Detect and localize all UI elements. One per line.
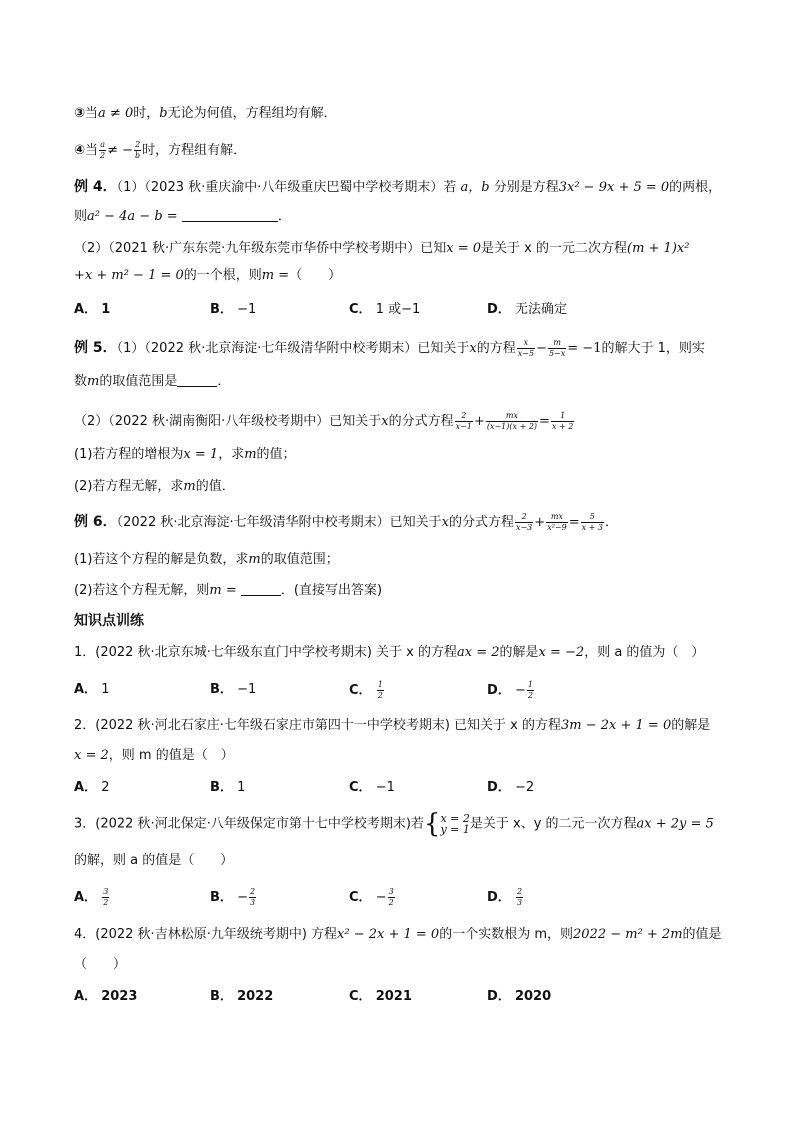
frac-den: 2: [527, 691, 533, 700]
option-d[interactable]: [487, 778, 534, 798]
ex5-q1-pre: (1)若方程的增根为: [74, 447, 184, 462]
frac-num: 2: [135, 140, 141, 149]
option-d[interactable]: [487, 680, 535, 701]
item-3: [74, 104, 337, 124]
ex4-p1-end: 的两根，: [669, 180, 722, 195]
fraction-mx-over-x2-9: [546, 512, 568, 533]
frac-den: 2: [377, 691, 383, 700]
ex4-expression: a² − 4a − b =: [87, 209, 178, 224]
example-5-q1: [74, 445, 296, 465]
fraction-option: [102, 887, 109, 908]
option-c[interactable]: [349, 987, 412, 1007]
option-b[interactable]: [210, 680, 256, 700]
ex5-eq-end: = −1: [567, 341, 602, 356]
q2-eq: 3m − 2x + 1 = 0: [561, 718, 672, 733]
option-b[interactable]: [210, 300, 256, 320]
frac-den: x−1: [455, 422, 472, 431]
fraction-a-over-2: [99, 140, 106, 161]
ex5-p2-mid: 的分式方程: [388, 414, 454, 429]
equals-sign: =: [539, 414, 550, 429]
option-key: D．: [487, 780, 511, 795]
item-3-text1: 当: [85, 106, 99, 121]
example-5-q2: [74, 477, 235, 497]
ex4-line2-end: ．: [277, 209, 291, 224]
frac-num: 2: [461, 411, 467, 420]
ex5-line2-end: 的取值范围是: [99, 374, 178, 389]
option-c[interactable]: [349, 680, 385, 701]
fraction-option: [388, 887, 395, 908]
option-key: B．: [210, 989, 233, 1004]
ex6-q1-pre: (1)若这个方程的解是负数，求: [74, 552, 249, 567]
option-a[interactable]: [74, 778, 109, 798]
frac-den: x + 3: [581, 523, 603, 532]
example-6-line1: [74, 512, 618, 533]
ex4-p1-prefix: （1）（2023 秋·重庆渝中·八年级重庆巴蜀中学校考期末）若: [116, 180, 461, 195]
ex5-q2-m: m: [183, 479, 196, 494]
ex4-equation: 3x² − 9x + 5 = 0: [558, 180, 670, 195]
ex6-end: ．: [605, 515, 619, 530]
fraction-1-over-x-2: [551, 411, 574, 432]
ex5-p1-prefix: （1）（2022 秋·北京海淀·七年级清华附中校考期末）已知关于: [116, 341, 470, 356]
question-1: [74, 643, 704, 663]
frac-num: 2: [521, 512, 527, 521]
q1-eq: ax = 2: [457, 645, 500, 660]
ex5-q2-pre: (2)若方程无解，求: [74, 479, 184, 494]
option-key: D．: [487, 302, 511, 317]
q1-end: ，则 a 的值为（ ）: [584, 645, 705, 660]
ex5-q2-tail: 的值．: [195, 479, 235, 494]
q3-prefix: 3．(2022 秋·河北保定·八年级保定市第十七中学校考期末)若: [74, 816, 424, 832]
item-4-text1: 当: [85, 143, 99, 158]
ex5-x: x: [469, 341, 477, 356]
q3-mid: 是关于 x、y 的二元一次方程: [469, 816, 637, 832]
section-title: 知识点训练: [74, 613, 144, 629]
question-2-line2: [74, 746, 234, 766]
ex4-p2-eq2: (m + 1)x²: [627, 241, 690, 256]
q2-prefix: 2．(2022 秋·河北石家庄·七年级石家庄市第四十一中学校考期末) 已知关于 x 的方程: [74, 718, 561, 733]
fraction-2-over-x-3: [515, 512, 533, 533]
example-5-part2: [74, 411, 575, 432]
option-key: C．: [349, 780, 372, 795]
frac-den: x−3: [515, 523, 533, 532]
option-val: 1: [237, 780, 246, 795]
plus-sign: +: [534, 515, 546, 530]
item-3-condition: a ≠ 0: [98, 106, 134, 121]
option-key: C．: [349, 683, 372, 698]
option-key: A．: [74, 989, 98, 1004]
option-key: D．: [487, 890, 511, 905]
frac-num: mx: [550, 512, 563, 521]
q1-prefix: 1．(2022 秋·北京东城·七年级东直门中学校考期末) 关于 x 的方程: [74, 645, 457, 660]
frac-num: a: [100, 140, 105, 149]
ex4-p2-prefix: （2）（2021 秋·广东东莞·九年级东莞市华侨中学校考期中）已知: [74, 241, 447, 256]
question-3-line1: [74, 809, 714, 839]
ex4-vars: a，b: [460, 180, 490, 195]
ex4-p2-m: m =: [261, 268, 290, 283]
q3-eq: ax + 2y = 5: [636, 816, 714, 832]
option-b[interactable]: [210, 987, 273, 1007]
ex5-p1-mid: 的方程: [476, 341, 516, 356]
ex5-q1-m: m: [244, 447, 257, 462]
q2-line2-eq: x = 2: [74, 748, 109, 763]
frac-den: b: [135, 151, 141, 160]
q2-end: 的解是: [671, 718, 711, 733]
fraction-option: [377, 680, 384, 701]
frac-num: 2: [516, 887, 523, 896]
option-key: D．: [487, 989, 511, 1004]
q4-mid: 的一个实数根为 m，则: [439, 927, 573, 942]
item-3-text2: 时，: [133, 106, 160, 121]
equals-sign: =: [568, 515, 580, 530]
ex5-p1-end: 的解大于 1，则实: [601, 341, 705, 356]
ex5-q1-end: ，求: [218, 447, 245, 462]
option-val: 2023: [101, 989, 138, 1004]
option-key: B．: [210, 682, 233, 697]
option-val: −1: [375, 780, 395, 795]
neq-sign: ≠ −: [107, 143, 134, 158]
equation-system: [440, 813, 469, 835]
answer-blank[interactable]: [182, 207, 278, 222]
ex5-m: m: [87, 374, 100, 389]
frac-den: 3: [249, 898, 256, 907]
ex6-mid: 的分式方程: [448, 515, 514, 530]
frac-num: 1: [527, 680, 533, 689]
fraction-2-over-b: [134, 140, 141, 161]
minus-sign: −: [536, 341, 547, 356]
q4-prefix: 4．(2022 秋·吉林松原·九年级统考期中) 方程: [74, 927, 338, 942]
brace-icon: {: [423, 809, 441, 839]
frac-den: x−5: [517, 349, 535, 358]
ex4-p2-line2-mid: 的一个根，则: [183, 268, 262, 283]
option-val: 2021: [375, 989, 412, 1004]
option-sign: −: [237, 890, 248, 905]
example-4-line2: [74, 207, 291, 227]
option-d[interactable]: [487, 887, 524, 908]
ex6-q2-pre: (2)若这个方程无解，则: [74, 583, 210, 598]
ex6-q2-m: m =: [209, 583, 237, 598]
frac-den: 2: [388, 898, 394, 907]
question-4-line2: （ ）: [74, 957, 127, 972]
option-sign: −: [514, 683, 526, 698]
q1-mid: 的解是: [499, 645, 539, 660]
answer-blank[interactable]: [241, 581, 281, 596]
ex5-line2-pre: 数: [74, 374, 88, 389]
option-d[interactable]: [487, 300, 567, 320]
example-5-label: 例 5．: [74, 340, 117, 356]
ex5-p2-prefix: （2）（2022 秋·湖南衡阳·八年级校考期中）已知关于: [74, 414, 382, 429]
option-sign: −: [375, 890, 387, 905]
example-6-q1: [74, 550, 339, 570]
fraction-m-over-5-x: [548, 338, 566, 359]
option-val: 无法确定: [514, 302, 567, 317]
option-key: B．: [210, 780, 233, 795]
frac-num: x: [523, 338, 529, 347]
frac-num: m: [553, 338, 561, 347]
ex4-p2-mid: 是关于 x 的一元二次方程: [481, 241, 627, 256]
example-4-label: 例 4．: [74, 179, 117, 195]
fraction-x-over-x-5: [517, 338, 535, 359]
system-row-1: x = 2: [440, 812, 470, 825]
answer-blank[interactable]: [177, 372, 217, 387]
option-key: A．: [74, 682, 98, 697]
option-d[interactable]: [487, 987, 551, 1007]
option-b[interactable]: [210, 778, 245, 798]
ex5-line2-dot: ．: [217, 374, 231, 389]
frac-den: x + 2: [551, 422, 574, 431]
q2-line2-end: ，则 m 的值是（ ）: [108, 748, 234, 763]
frac-num: 3: [388, 887, 394, 896]
option-val: 2: [101, 780, 110, 795]
option-key: A．: [74, 780, 98, 795]
frac-den: 5−x: [548, 349, 566, 358]
frac-num: 1: [377, 680, 383, 689]
ex5-q1-tail: 的值；: [256, 447, 296, 462]
frac-den: 2: [103, 898, 109, 907]
fraction-5-over-x-3: [581, 512, 604, 533]
option-key: B．: [210, 302, 233, 317]
q4-eq: x² − 2x + 1 = 0: [337, 927, 440, 942]
option-key: C．: [349, 989, 372, 1004]
ex4-p2-line2-eq: +x + m² − 1 = 0: [74, 268, 184, 283]
frac-den: 3: [516, 898, 523, 907]
ex6-q1-tail: 的取值范围；: [260, 552, 339, 567]
item-3-text3: 无论为何值，方程组均有解．: [167, 106, 337, 121]
option-val: 2022: [237, 989, 274, 1004]
option-a[interactable]: [74, 887, 110, 908]
example-4-part2-line1: [74, 239, 689, 259]
ex6-x: x: [441, 515, 449, 530]
ex4-p2-eq: x = 0: [446, 241, 482, 256]
option-val: 1: [101, 302, 111, 317]
plus-sign: +: [473, 414, 485, 429]
option-key: C．: [349, 302, 372, 317]
example-5-line1: [74, 338, 705, 359]
ex4-p1-mid: 分别是方程: [489, 180, 559, 195]
item-3-bvar: b: [159, 106, 168, 121]
item-4: [74, 140, 246, 161]
option-val: 1: [101, 682, 110, 697]
frac-den: x²−9: [547, 523, 567, 532]
option-key: C．: [349, 890, 372, 905]
frac-num: mx: [505, 411, 518, 420]
option-val: 1 或−1: [375, 302, 421, 317]
example-6-label: 例 6．: [74, 514, 117, 530]
frac-num: 1: [560, 411, 566, 420]
ex6-prefix: （2022 秋·北京海淀·七年级清华附中校考期末）已知关于: [116, 515, 442, 530]
ex5-p2-x: x: [381, 414, 389, 429]
fraction-2-over-x-1: [455, 411, 473, 432]
fraction-option: [516, 887, 523, 908]
option-key: D．: [487, 683, 511, 698]
ex4-p2-line2-end: （ ）: [289, 268, 342, 283]
fraction-option: [527, 680, 534, 701]
option-c[interactable]: [349, 778, 395, 798]
frac-num: 2: [249, 887, 256, 896]
example-6-q2: [74, 581, 382, 601]
option-key: A．: [74, 302, 98, 317]
ex6-q1-m: m: [248, 552, 261, 567]
option-c[interactable]: [349, 300, 420, 320]
option-b[interactable]: [210, 887, 257, 908]
option-a[interactable]: [74, 680, 109, 700]
option-val: −1: [237, 682, 257, 697]
q4-expr: 2022 − m² + 2m: [573, 927, 683, 942]
option-val: −2: [514, 780, 535, 795]
circle-3: ③: [74, 106, 86, 121]
example-5-line2: [74, 372, 230, 392]
fraction-option: [249, 887, 256, 908]
option-a[interactable]: [74, 300, 110, 320]
question-2-line1: [74, 716, 710, 736]
q1-sol: x = −2: [538, 645, 585, 660]
q4-end: 的值是: [682, 927, 722, 942]
example-4-line1: [74, 177, 721, 198]
option-val: −1: [237, 302, 257, 317]
option-key: A．: [74, 890, 98, 905]
question-4-line1: [74, 925, 722, 945]
question-3-line2: 的解，则 a 的值是（ ）: [74, 853, 234, 868]
option-key: B．: [210, 890, 233, 905]
option-c[interactable]: [349, 887, 396, 908]
system-row-2: y = 1: [440, 823, 470, 836]
frac-den: 2: [100, 151, 106, 160]
example-4-part2-line2: [74, 266, 341, 286]
ex5-q1-eq: x = 1: [183, 447, 219, 462]
ex4-line2-pre: 则: [74, 209, 88, 224]
fraction-mx: [486, 411, 538, 432]
option-a[interactable]: [74, 987, 137, 1007]
frac-num: 3: [103, 887, 109, 896]
ex6-q2-tail: ．(直接写出答案): [280, 583, 383, 598]
option-val: 2020: [514, 989, 552, 1004]
circle-4: ④: [74, 143, 86, 158]
frac-num: 5: [589, 512, 595, 521]
frac-den: (x−1)(x + 2): [486, 422, 538, 431]
item-4-text2: 时，方程组有解．: [142, 143, 247, 158]
